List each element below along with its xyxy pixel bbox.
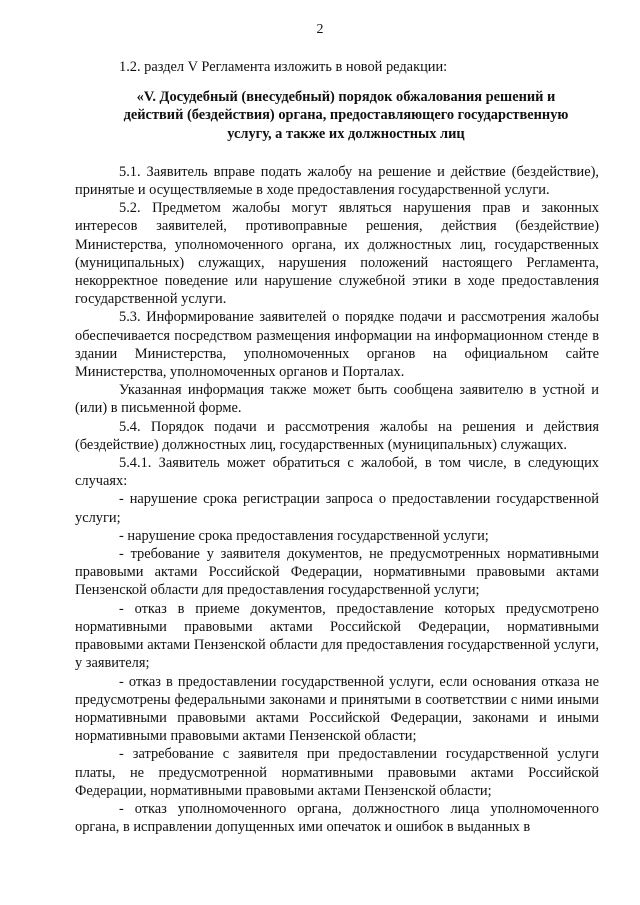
list-item: - нарушение срока регистрации запроса о предоставлении государственной услуги;	[75, 491, 599, 526]
list-item: - затребование с заявителя при предоставлении государственной услуги платы, не предусмотренной нормативными правовыми актами Российской Федерации, нормативными правовыми актами Пензенской области;	[75, 746, 599, 799]
amendment-intro: 1.2. раздел V Регламента изложить в новой редакции:	[119, 59, 448, 75]
paragraph-5-3: 5.3. Информирование заявителей о порядке подачи и рассмотрения жалобы обеспечивается посредством размещения информации на информационном стенде в здании Министерства, уполномоченных органов на официальном сайте Министерства, уполномоченных органов и Порталах.	[75, 309, 599, 381]
paragraph-5-4-1: 5.4.1. Заявитель может обратиться с жалобой, в том числе, в следующих случаях:	[75, 455, 599, 490]
section-heading: «V. Досудебный (внесудебный) порядок обжалования решений и действий (бездействия) органа, предоставляющего государственную услугу, а также их должностных лиц	[123, 89, 569, 142]
list-item: - отказ в приеме документов, предоставление которых предусмотрено нормативными правовыми актами Российской Федерации, нормативными правовыми актами Пензенской области для предоставления государственной услуги, у заявителя;	[75, 600, 599, 672]
list-item: - нарушение срока предоставления государственной услуги;	[119, 527, 489, 544]
list-item: - отказ уполномоченного органа, должностного лица уполномоченного органа, в исправлении допущенных ими опечаток и ошибок в выданных в	[75, 800, 599, 836]
paragraph-info-form: Указанная информация также может быть сообщена заявителю в устной и (или) в письменной форме.	[75, 382, 599, 417]
list-item: - отказ в предоставлении государственной услуги, если основания отказа не предусмотрены федеральными законами и принятыми в соответствии с ними иными нормативными правовыми актами Российской Федерации, законами и иными нормативными правовыми актами Пензенской области;	[75, 673, 599, 745]
paragraph-5-1: 5.1. Заявитель вправе подать жалобу на решение и действие (бездействие), принятые и осуществляемые в ходе предоставления государственной услуги.	[75, 163, 599, 199]
document-body	[75, 58, 599, 836]
paragraph-5-4: 5.4. Порядок подачи и рассмотрения жалобы на решения и действия (бездействие) должностных лиц, государственных (муниципальных) служащих.	[75, 418, 599, 453]
list-item: - требование у заявителя документов, не предусмотренных нормативными правовыми актами Российской Федерации, нормативными правовыми актами Пензенской области для предоставления государственной услуги;	[75, 546, 599, 599]
page-number: 2	[316, 22, 324, 37]
paragraph-5-2: 5.2. Предметом жалобы могут являться нарушения прав и законных интересов заявителей, противоправные решения, действия (бездействие) Министерства, уполномоченного органа, их должностных лиц, государственных (муниципальных) служащих, нарушения положений настоящего Регламента, некорректное поведение или нарушение служебной этики в ходе предоставления государственной услуги.	[75, 200, 599, 308]
